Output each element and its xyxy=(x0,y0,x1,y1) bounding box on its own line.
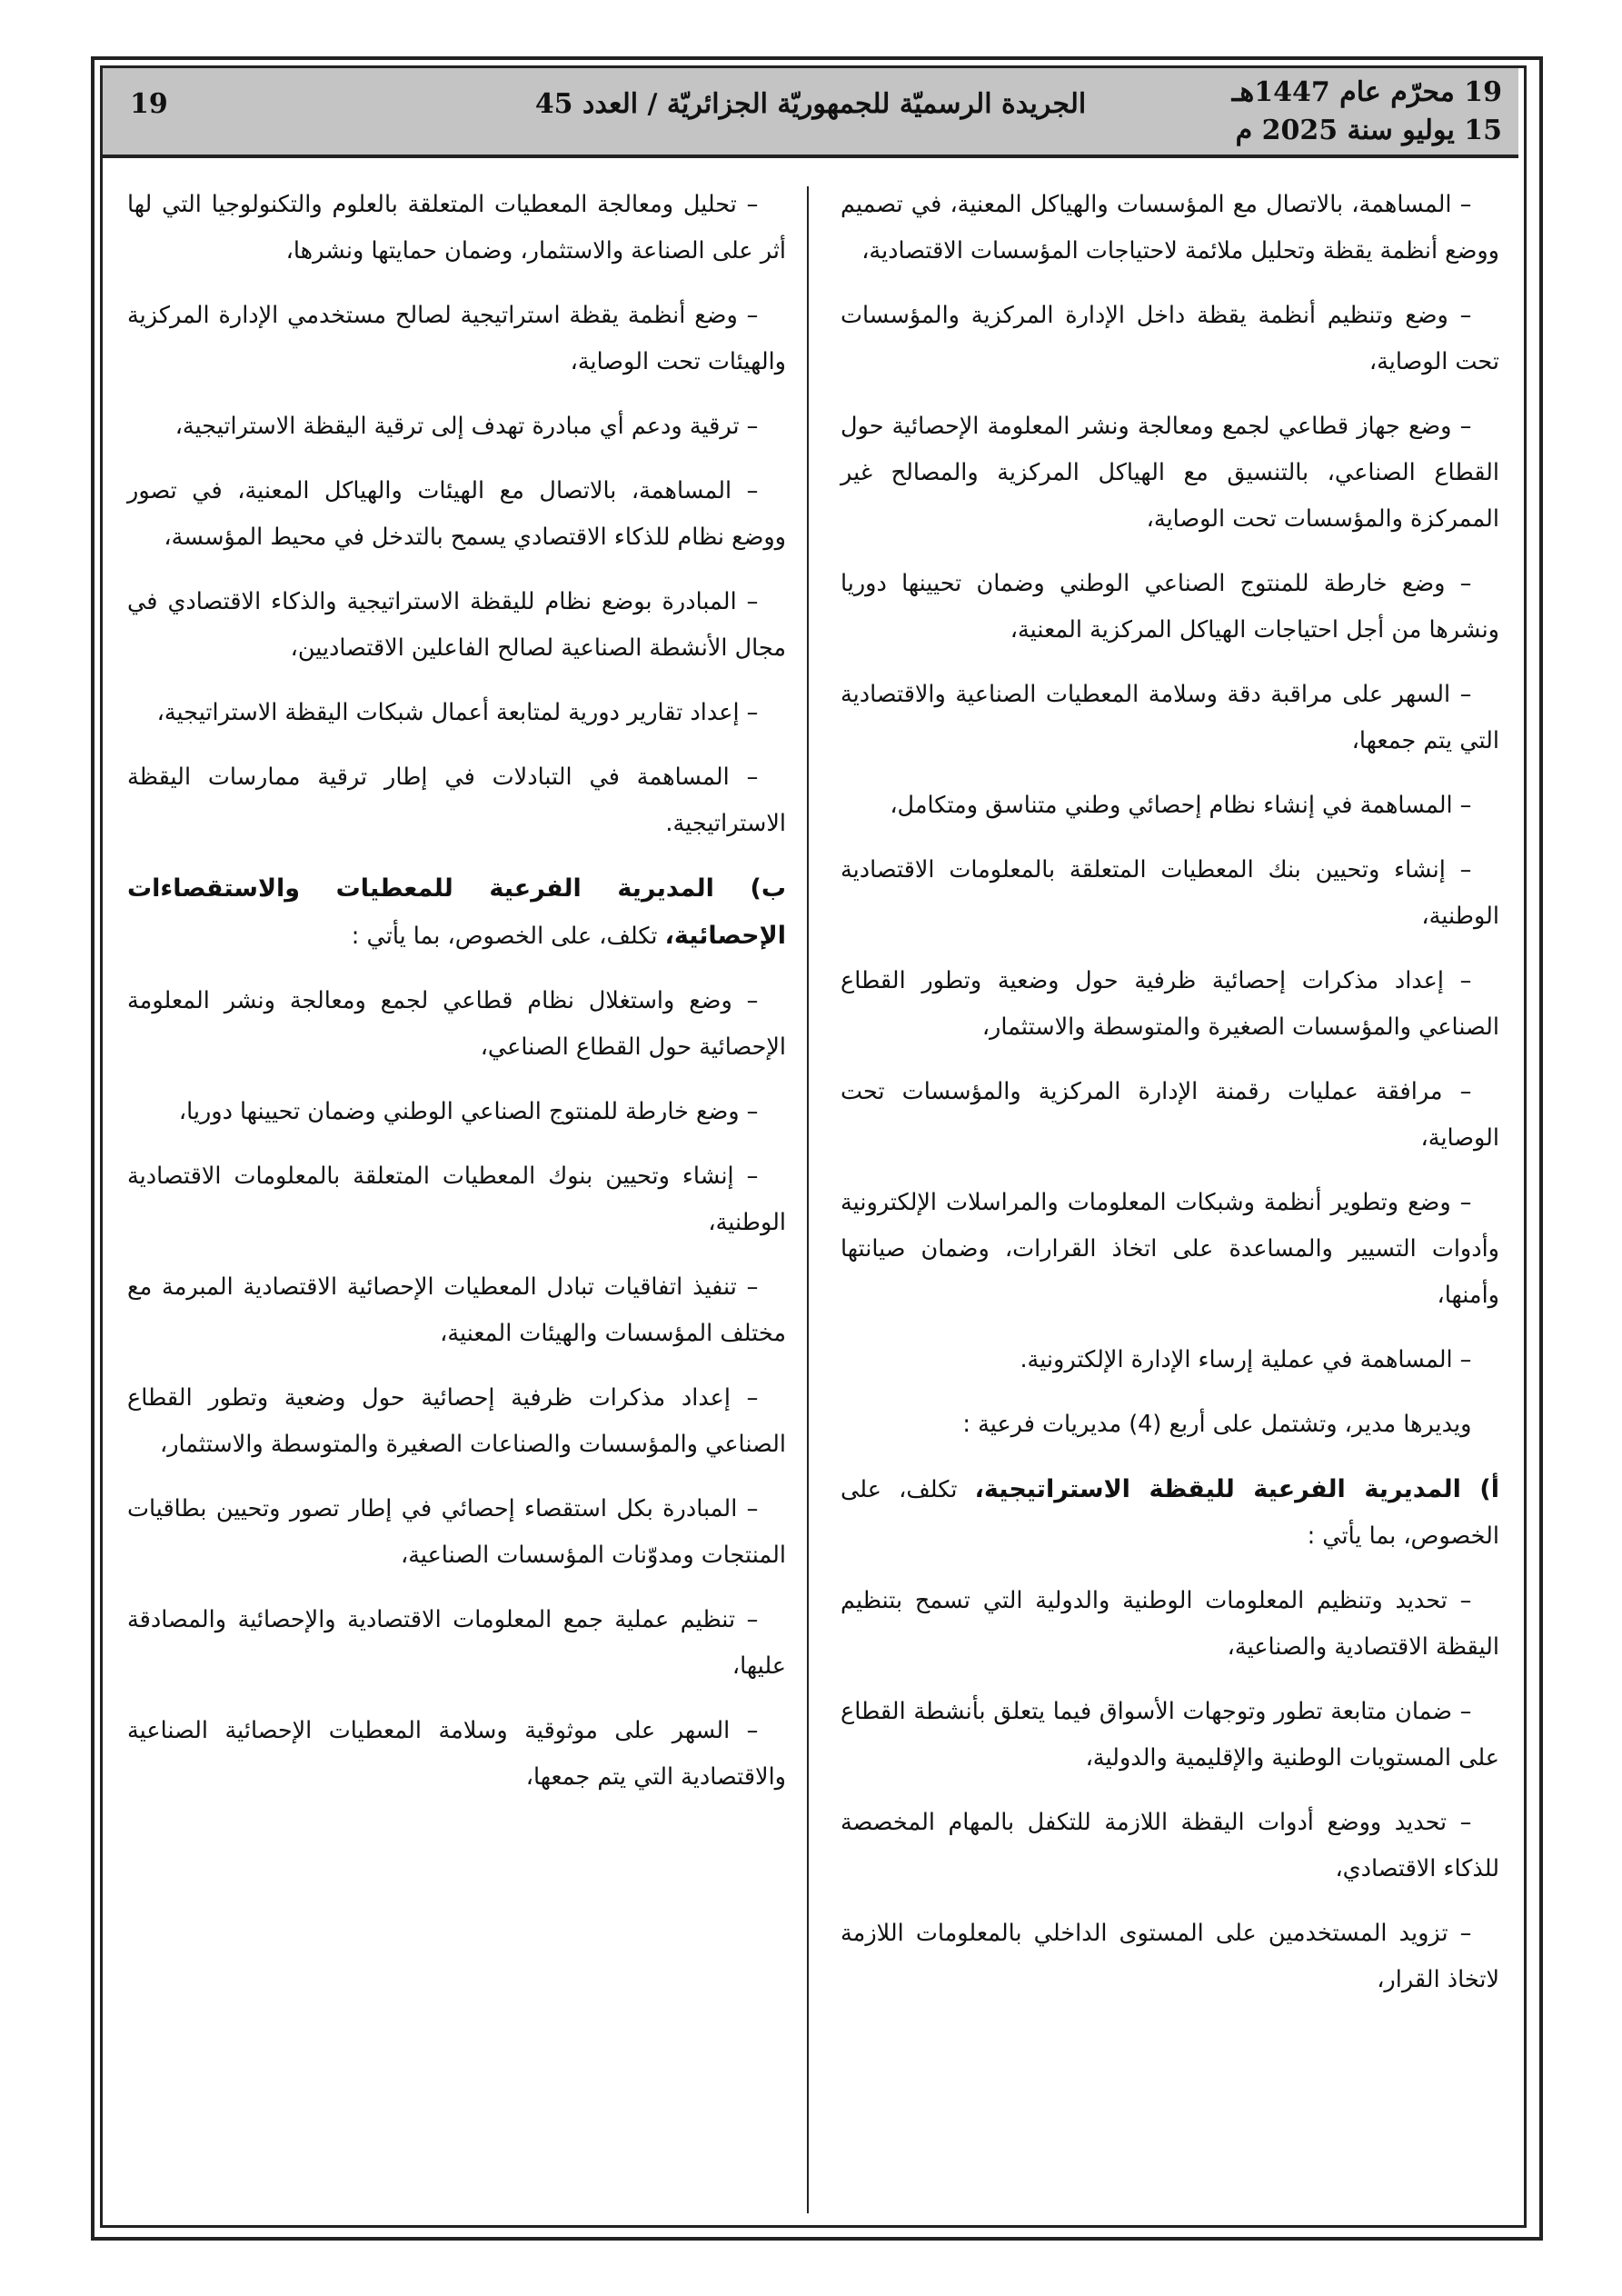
paragraph-text: – السهر على مراقبة دقة وسلامة المعطيات الصناعية والاقتصادية التي يتم جمعها، xyxy=(841,681,1499,754)
paragraph-text: – إعداد مذكرات ظرفية إحصائية حول وضعية وتطور القطاع الصناعي والمؤسسات والصناعات الصغيرة والمتوسطة والاستثمار، xyxy=(127,1384,786,1458)
paragraph-text: – المساهمة في التبادلات في إطار ترقية ممارسات اليقظة الاستراتيجية. xyxy=(127,764,786,837)
paragraph-text: – إعداد تقارير دورية لمتابعة أعمال شبكات اليقظة الاستراتيجية، xyxy=(156,699,759,726)
paragraph-text: – تحديد ووضع أدوات اليقظة اللازمة للتكفل بالمهام المخصصة للذكاء الاقتصادي، xyxy=(841,1809,1499,1882)
paragraph-text: – تزويد المستخدمين على المستوى الداخلي بالمعلومات اللازمة لاتخاذ القرار، xyxy=(841,1920,1499,1993)
text-paragraph xyxy=(127,468,786,561)
text-paragraph xyxy=(841,1069,1499,1162)
section-heading: ب) المديرية الفرعية للمعطيات والاستقصاءات الإحصائية، xyxy=(127,874,786,950)
paragraph-text: – وضع أنظمة يقظة استراتيجية لصالح مستخدمي الإدارة المركزية والهيئات تحت الوصاية، xyxy=(127,302,786,375)
text-paragraph xyxy=(841,1337,1499,1383)
column-divider xyxy=(807,186,809,2213)
paragraph-text: – المساهمة، بالاتصال مع المؤسسات والهياكل المعنية، في تصميم ووضع أنظمة يقظة وتحليل ملائمة لاحتياجات المؤسسات الاقتصادية، xyxy=(841,191,1499,265)
text-paragraph xyxy=(841,958,1499,1051)
text-paragraph xyxy=(127,293,786,385)
paragraph-text: – وضع خارطة للمنتوج الصناعي الوطني وضمان تحيينها دوريا، xyxy=(178,1098,759,1125)
header-date-gregorian: 15 يوليو سنة 2025 م xyxy=(1235,115,1502,146)
paragraph-text: – وضع وتطوير أنظمة وشبكات المعلومات والمراسلات الإلكترونية وأدوات التسيير والمساعدة على اتخاذ القرارات، وضمان صيانتها وأمنها، xyxy=(841,1189,1499,1309)
text-paragraph xyxy=(841,672,1499,764)
text-paragraph xyxy=(841,561,1499,654)
text-paragraph xyxy=(841,783,1499,829)
header-title: الجريدة الرسميّة للجمهوريّة الجزائريّة / العدد 45 xyxy=(534,88,1087,120)
paragraph-text: – وضع جهاز قطاعي لجمع ومعالجة ونشر المعلومة الإحصائية حول القطاع الصناعي، بالتنسيق مع الهياكل المركزية والمصالح غير الممركزة والمؤسسات تحت الوصاية، xyxy=(841,413,1499,533)
paragraph-text: – ترقية ودعم أي مبادرة تهدف إلى ترقية اليقظة الاستراتيجية، xyxy=(174,413,759,440)
section-heading: أ) المديرية الفرعية لليقظة الاستراتيجية، xyxy=(974,1475,1499,1503)
paragraph-text: – تنظيم عملية جمع المعلومات الاقتصادية والإحصائية والمصادقة عليها، xyxy=(127,1606,786,1680)
paragraph-text: – تحليل ومعالجة المعطيات المتعلقة بالعلوم والتكنولوجيا التي لها أثر على الصناعة والاستثمار، وضمان حمايتها ونشرها، xyxy=(127,191,786,265)
paragraph-text: – المساهمة، بالاتصال مع الهيئات والهياكل المعنية، في تصور ووضع نظام للذكاء الاقتصادي يسمح بالتدخل في محيط المؤسسة، xyxy=(127,477,786,551)
text-paragraph xyxy=(841,847,1499,940)
text-paragraph xyxy=(841,1180,1499,1319)
paragraph-text: – المبادرة بوضع نظام لليقظة الاستراتيجية والذكاء الاقتصادي في مجال الأنشطة الصناعية لصالح الفاعلين الاقتصاديين، xyxy=(127,588,786,662)
paragraph-text: – المساهمة في عملية إرساء الإدارة الإلكترونية. xyxy=(1020,1346,1472,1373)
text-paragraph xyxy=(127,978,786,1071)
page-header xyxy=(103,68,1518,158)
text-paragraph xyxy=(841,1911,1499,2003)
paragraph-text: تكلف، على الخصوص، بما يأتي : xyxy=(351,923,665,950)
page-number: 19 xyxy=(130,88,168,120)
text-paragraph xyxy=(127,1089,786,1135)
text-paragraph xyxy=(127,1264,786,1357)
text-paragraph xyxy=(127,690,786,736)
text-paragraph xyxy=(127,579,786,672)
text-paragraph xyxy=(127,182,786,275)
text-paragraph xyxy=(841,1689,1499,1782)
section-heading-paragraph xyxy=(841,1466,1499,1560)
text-paragraph xyxy=(127,1375,786,1468)
paragraph-text: – المبادرة بكل استقصاء إحصائي في إطار تصور وتحيين بطاقيات المنتجات ومدوّنات المؤسسات الصناعية، xyxy=(127,1495,786,1569)
paragraph-text: – السهر على موثوقية وسلامة المعطيات الإحصائية الصناعية والاقتصادية التي يتم جمعها، xyxy=(127,1717,786,1791)
paragraph-text: ويديرها مدير، وتشتمل على أربع (4) مديريات فرعية : xyxy=(962,1411,1472,1438)
text-paragraph xyxy=(841,182,1499,275)
text-paragraph xyxy=(127,1153,786,1246)
paragraph-text: – وضع وتنظيم أنظمة يقظة داخل الإدارة المركزية والمؤسسات تحت الوصاية، xyxy=(841,302,1499,375)
text-paragraph xyxy=(127,404,786,450)
section-heading-paragraph xyxy=(127,865,786,960)
text-paragraph xyxy=(127,1708,786,1801)
text-paragraph xyxy=(127,754,786,847)
text-paragraph xyxy=(841,1402,1499,1448)
paragraph-text: – تنفيذ اتفاقيات تبادل المعطيات الإحصائية الاقتصادية المبرمة مع مختلف المؤسسات والهيئات المعنية، xyxy=(127,1273,786,1347)
header-date-hijri: 19 محرّم عام 1447هـ xyxy=(1231,76,1502,108)
paragraph-text: – تحديد وتنظيم المعلومات الوطنية والدولية التي تسمح بتنظيم اليقظة الاقتصادية والصناعية، xyxy=(841,1587,1499,1661)
paragraph-text: تكلف، على الخصوص، بما يأتي : xyxy=(841,1476,1499,1550)
text-paragraph xyxy=(841,1578,1499,1671)
paragraph-text: – وضع واستغلال نظام قطاعي لجمع ومعالجة ونشر المعلومة الإحصائية حول القطاع الصناعي، xyxy=(127,987,786,1061)
text-paragraph xyxy=(841,1800,1499,1892)
left-column xyxy=(127,182,786,1819)
paragraph-text: – وضع خارطة للمنتوج الصناعي الوطني وضمان تحيينها دوريا ونشرها من أجل احتياجات الهياكل المركزية المعنية، xyxy=(841,570,1499,644)
text-paragraph xyxy=(127,1486,786,1579)
paragraph-text: – المساهمة في إنشاء نظام إحصائي وطني متناسق ومتكامل، xyxy=(890,792,1472,819)
text-paragraph xyxy=(841,293,1499,385)
text-paragraph xyxy=(127,1597,786,1690)
paragraph-text: – إنشاء وتحيين بنوك المعطيات المتعلقة بالمعلومات الاقتصادية الوطنية، xyxy=(127,1163,786,1236)
paragraph-text: – ضمان متابعة تطور وتوجهات الأسواق فيما يتعلق بأنشطة القطاع على المستويات الوطنية والإقليمية والدولية، xyxy=(841,1698,1499,1772)
right-column xyxy=(841,182,1499,2021)
paragraph-text: – إعداد مذكرات إحصائية ظرفية حول وضعية وتطور القطاع الصناعي والمؤسسات الصغيرة والمتوسطة والاستثمار، xyxy=(841,967,1499,1041)
paragraph-text: – مرافقة عمليات رقمنة الإدارة المركزية والمؤسسات تحت الوصاية، xyxy=(841,1078,1499,1152)
text-paragraph xyxy=(841,404,1499,543)
paragraph-text: – إنشاء وتحيين بنك المعطيات المتعلقة بالمعلومات الاقتصادية الوطنية، xyxy=(841,856,1499,930)
